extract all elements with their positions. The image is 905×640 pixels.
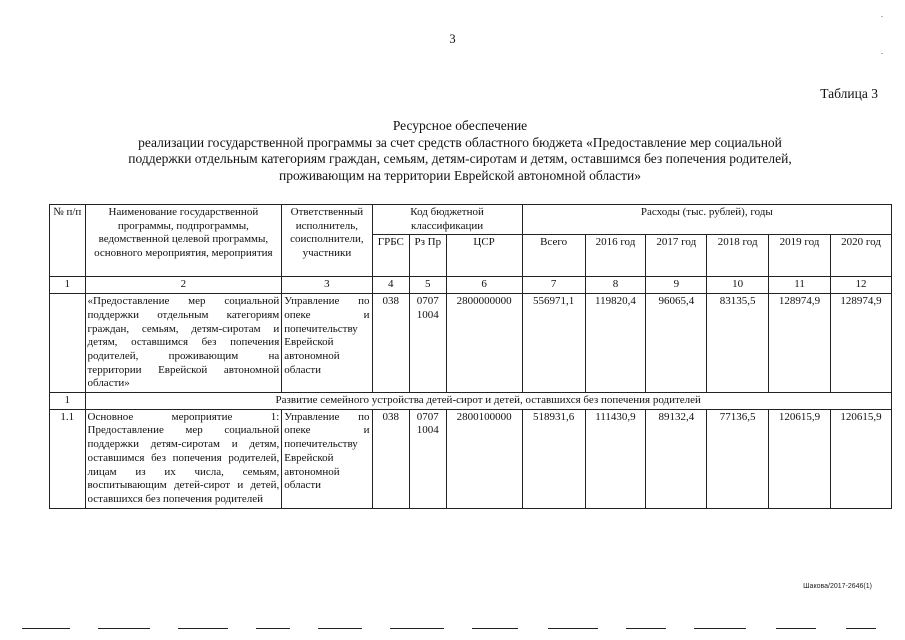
measure-total: 518931,6: [522, 409, 585, 508]
program-2018: 83135,5: [707, 294, 769, 393]
header-num: № п/п: [50, 205, 86, 277]
column-number: 4: [372, 277, 410, 294]
header-rzpr: Рз Пр: [410, 235, 447, 277]
measure-row: [50, 409, 892, 508]
footer-rule: [0, 625, 905, 635]
column-number: 1: [50, 277, 86, 294]
column-number: 6: [446, 277, 522, 294]
header-expenses: Расходы (тыс. рублей), годы: [522, 205, 891, 235]
section-num: 1: [50, 393, 86, 410]
measure-2017: 89132,4: [646, 409, 707, 508]
section-row: [50, 393, 892, 410]
column-number: 10: [707, 277, 769, 294]
column-number: 12: [830, 277, 891, 294]
column-number: 9: [646, 277, 707, 294]
header-total: Всего: [522, 235, 585, 277]
measure-rzpr: 0707 1004: [410, 409, 447, 508]
scan-mark: .: [881, 10, 883, 19]
program-executor: Управление по опеке и попечительству Еврейской автономной области: [282, 294, 372, 393]
program-num: [50, 294, 86, 393]
measure-grbs: 038: [372, 409, 410, 508]
document-code: Шакова/2017-2646(1): [803, 583, 872, 590]
program-row: [50, 294, 892, 393]
program-2016: 119820,4: [585, 294, 646, 393]
title-line: проживающим на территории Еврейской автономной области»: [278, 168, 642, 183]
measure-2020: 120615,9: [830, 409, 891, 508]
title-line: Ресурсное обеспечение: [392, 118, 528, 133]
measure-2016: 111430,9: [585, 409, 646, 508]
program-rzpr: 0707 1004: [410, 294, 447, 393]
resource-table: [49, 204, 892, 509]
header-name: Наименование государственной программы, подпрограммы, ведомственной целевой программы, основного мероприятия, мероприятия: [85, 205, 282, 277]
header-2019: 2019 год: [769, 235, 831, 277]
title-line: поддержки отдельным категориям граждан, семьям, детям-сиротам и детям, оставшимся без попечения родителей,: [128, 151, 792, 166]
header-grbs: ГРБС: [372, 235, 410, 277]
column-number: 7: [522, 277, 585, 294]
measure-2019: 120615,9: [769, 409, 831, 508]
page-number: 3: [449, 32, 456, 46]
column-number: 8: [585, 277, 646, 294]
program-2020: 128974,9: [830, 294, 891, 393]
section-title: Развитие семейного устройства детей-сирот и детей, оставшихся без попечения родителей: [85, 393, 892, 410]
title-line: реализации государственной программы за счет средств областного бюджета «Предоставление мер социальной: [138, 135, 782, 150]
header-row: [50, 205, 892, 235]
header-2018: 2018 год: [707, 235, 769, 277]
measure-executor: Управление по опеке и попечительству Еврейской автономной области: [282, 409, 372, 508]
header-2016: 2016 год: [585, 235, 646, 277]
program-grbs: 038: [372, 294, 410, 393]
measure-num: 1.1: [50, 409, 86, 508]
column-number: 2: [85, 277, 282, 294]
program-2019: 128974,9: [769, 294, 831, 393]
column-number: 5: [410, 277, 447, 294]
header-2020: 2020 год: [830, 235, 891, 277]
header-executor: Ответственный исполнитель, соисполнители, участники: [282, 205, 372, 277]
scan-mark: .: [881, 47, 883, 56]
measure-csr: 2800100000: [446, 409, 522, 508]
column-number-row: [50, 277, 892, 294]
column-number: 3: [282, 277, 372, 294]
program-csr: 2800000000: [446, 294, 522, 393]
measure-2018: 77136,5: [707, 409, 769, 508]
header-csr: ЦСР: [446, 235, 522, 277]
table-label: Таблица 3: [820, 86, 878, 101]
header-budget-code: Код бюджетной классификации: [372, 205, 522, 235]
measure-name: Основное мероприятие 1: Предоставление мер социальной поддержки детям-сиротам и детям, оставшимся без попечения родителей, лицам из их числа, семьям, воспитывающим детей-сирот и детей, оставшихся без попечения родителей: [85, 409, 282, 508]
program-name: «Предоставление мер социальной поддержки отдельным категориям граждан, семьям, детям-сиротам и детям, оставшимся без попечения родителей, проживающим на территории Еврейской автономной области»: [85, 294, 282, 393]
program-total: 556971,1: [522, 294, 585, 393]
program-2017: 96065,4: [646, 294, 707, 393]
header-2017: 2017 год: [646, 235, 707, 277]
column-number: 11: [769, 277, 831, 294]
